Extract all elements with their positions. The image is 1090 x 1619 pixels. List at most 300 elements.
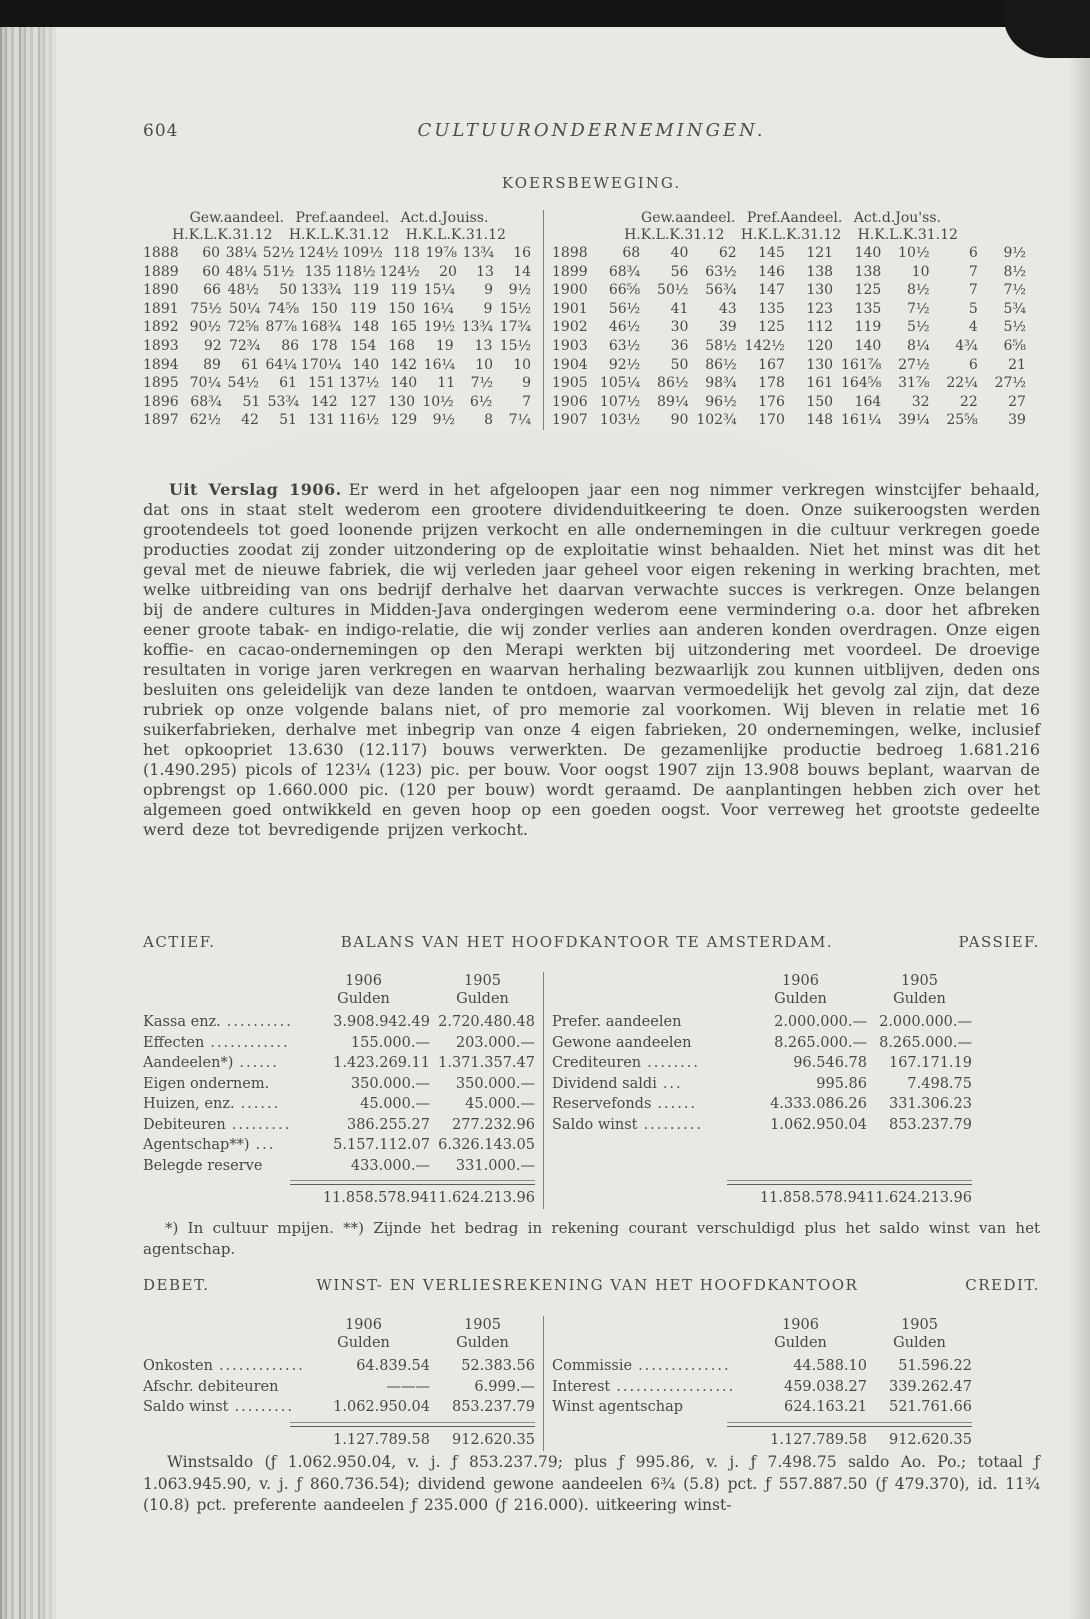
koers-cell: 121 (806, 245, 834, 261)
amount-1905: 6.326.143.05 (438, 1137, 535, 1153)
koers-table-right (552, 210, 1030, 430)
dot-leader: ...... (240, 1096, 281, 1112)
koers-cell: 124½ (379, 263, 420, 280)
koers-cell: 161⅞ (841, 356, 882, 373)
koers-cell: 62½ (189, 412, 221, 429)
balans-title: BALANS VAN HET HOOFDKANTOOR TE AMSTERDAM. (340, 933, 834, 951)
amount-1906: 386.255.27 (346, 1116, 430, 1133)
koers-cell: 42 (241, 412, 259, 429)
koers-cell: 27½ (898, 356, 930, 373)
koers-cell: 61 (241, 356, 259, 373)
koers-cell: 38¼ (225, 245, 258, 261)
total-1905: 11.624.213.96 (428, 1190, 535, 1206)
koers-cell: 165 (390, 319, 418, 336)
balance-row (552, 1377, 972, 1398)
koers-cell: 164 (854, 393, 882, 410)
koers-cell: 22¼ (946, 375, 978, 392)
currency-label: Gulden (456, 991, 509, 1007)
koers-cell: 6 (968, 356, 978, 373)
balance-row (143, 1033, 535, 1054)
total-1905: 912.620.35 (451, 1431, 535, 1448)
verslag-1906-section (143, 480, 1040, 840)
wv-debet-currency (143, 1334, 535, 1352)
row-label: Crediteuren ........ (552, 1055, 700, 1071)
koers-cell: 178 (310, 337, 338, 354)
total-1905: 11.624.213.96 (865, 1190, 972, 1206)
koers-cell: 96½ (705, 393, 737, 410)
koers-cell: 9½ (432, 412, 456, 429)
balance-row (143, 1074, 535, 1095)
wv-debet-total (143, 1430, 535, 1451)
koers-cell: 103½ (599, 412, 641, 429)
koers-cell: 167 (758, 356, 785, 373)
koers-cell: 5½ (907, 319, 930, 336)
year-column-1905: 1905 (901, 973, 938, 989)
koers-cell: 154 (349, 337, 377, 354)
balance-row (552, 1012, 972, 1033)
amount-1906: 3.908.942.49 (333, 1014, 430, 1030)
koers-cell: 53¾ (267, 393, 300, 410)
balans-passief-rows (552, 1012, 972, 1176)
dot-leader: ......... (234, 1399, 294, 1415)
koers-cell: 13 (476, 263, 494, 280)
koers-cell: 14 (513, 263, 532, 280)
total-1906: 11.858.578.94 (759, 1190, 866, 1206)
koers-cell: 50¼ (228, 300, 261, 317)
koers-cell: 142½ (744, 337, 785, 354)
amount-1905: 277.232.96 (451, 1116, 535, 1133)
koers-year: 1894 (143, 356, 179, 373)
amount-1905: 331.000.— (455, 1157, 535, 1174)
balance-row (143, 1115, 535, 1136)
koers-cell: 116½ (338, 412, 380, 429)
koers-cell: 64¼ (265, 356, 297, 373)
wv-debet-rows (143, 1356, 535, 1418)
koers-cell: 41 (670, 300, 689, 317)
koers-cell: 31⅞ (898, 375, 930, 392)
koers-left-header: Gew.aandeel. Pref.aandeel. Act.d.Jouiss. (189, 210, 489, 226)
balance-row (552, 1094, 972, 1115)
koers-cell: 72⅝ (227, 319, 259, 336)
koers-cell: 48¼ (225, 263, 258, 280)
dot-leader: .................. (616, 1378, 736, 1395)
row-label: Effecten ............ (143, 1034, 290, 1051)
koers-cell: 50 (279, 282, 297, 299)
koers-row (552, 263, 1030, 282)
balans-footnote (143, 1218, 1040, 1260)
koers-row (143, 281, 535, 300)
koers-cell: 51 (279, 412, 297, 429)
koers-year: 1905 (552, 375, 588, 392)
koers-cell: 119 (349, 300, 377, 317)
koers-cell: 62 (718, 245, 737, 261)
koers-cell: 21 (1008, 356, 1026, 373)
totals-rule (727, 1422, 972, 1427)
koers-cell: 142 (390, 356, 418, 373)
dot-leader: .......... (226, 1014, 293, 1030)
row-label: Gewone aandeelen (552, 1034, 692, 1051)
balance-row (143, 1377, 535, 1398)
currency-label: Gulden (893, 991, 946, 1007)
amount-1906: 5.157.112.07 (333, 1137, 430, 1153)
wv-debet-half (143, 1316, 535, 1451)
closing-section (143, 1452, 1040, 1517)
verslag-body: Er werd in het afgeloopen jaar een nog nimmer verkregen winstcijfer behaald, dat ons in staat stelt wederom een grootere dividenduitkeering te doen. Onze suikeroogsten werden grootendeels tot goed loonende prijzen verkocht en alle ondernemingen in die cultuur verkregen goede producties zoodat zij zonder uitzondering op de exploitatie winst behaalden. Niet het minst was dit het geval met de nieuwe fabriek, die wij verleden jaar geheel voor eigen rekening in werking brachten, met welke uitbreiding van ons bedrijf derhalve het daarvan verwachte succes is verkregen. Onze belangen bij de andere cultures in Midden-Java ondergingen wederom eene vermindering o.a. door het afbreken eener groote tabak- en indigo-relatie, die wij zonder verlies aan anderen konden overdragen. Onze eigen koffie- en cacao-ondernemingen op den Merapi werkten bij uitzondering met voordeel. De droevige resultaten in vorige jaren verkregen en waarvan herhaling bezwaarlijk zou kunnen uitblijven, deden ons besluiten ons geleidelijk van deze landen te ontdoen, waarvan vermoedelijk het gevolg zal zijn, dat deze rubriek op onze volgende balans niet, of pro memorie zal voorkomen. Wij bleven in relatie met 16 suikerfabrieken, derhalve met inbegrip van onze 4 eigen fabrieken, 20 ondernemingen, welke, inclusief het opkoopriet 13.630 (12.117) bouws verwerkten. De gezamenlijke productie bedroeg 1.681.216 (1.490.295) picols of 123¼ (123) pic. per bouw. Voor oogst 1907 zijn 13.908 bouws beplant, waarvan de opbrengst op 1.660.000 pic. (120 per bouw) wordt geraamd. De aanplantingen hebben zich over het algemeen goed ontwikkeld en geven hoop op een goeden oogst. Voor verreweg het grootste gedeelte werd deze tot bevredigende prijzen verkocht. (143, 480, 1041, 839)
scan-right-edge (1068, 0, 1090, 1619)
koers-cell: 46½ (608, 319, 641, 336)
koers-cell: 140 (854, 337, 882, 354)
koers-cell: 70¼ (189, 375, 221, 392)
koers-cell: 161 (806, 375, 834, 392)
koers-cell: 7 (968, 282, 978, 299)
row-label: Belegde reserve (143, 1157, 263, 1174)
koers-cell: 20 (439, 263, 457, 280)
koers-column-divider (543, 210, 544, 430)
koers-cell: 58½ (705, 337, 737, 354)
koers-cell: 22 (959, 393, 978, 410)
amount-1906: 1.423.269.11 (333, 1055, 430, 1071)
koers-cell: 39 (1008, 412, 1026, 429)
balance-row (552, 1053, 972, 1074)
scan-binding-fade (0, 0, 90, 1619)
koers-cell: 27 (1008, 393, 1026, 410)
koers-cell: 119 (390, 282, 418, 299)
verslag-lead: Uit Verslag 1906. (169, 480, 342, 499)
koers-row (552, 374, 1030, 393)
koers-left-subheader: H.K.L.K.31.12 H.K.L.K.31.12 H.K.L.K.31.12 (172, 227, 506, 243)
koers-cell: 32 (911, 393, 930, 410)
koers-cell: 129 (390, 412, 418, 429)
koers-year: 1898 (552, 245, 588, 261)
koers-cell: 9½ (508, 282, 532, 299)
koers-cell: 4¾ (955, 337, 978, 354)
koers-cell: 176 (758, 393, 785, 410)
koers-cell: 150 (310, 300, 338, 317)
koers-cell: 148 (352, 319, 380, 336)
wv-credit-half (552, 1316, 972, 1451)
balans-actief-years (143, 972, 535, 990)
koers-cell: 39 (718, 319, 737, 336)
koers-cell: 68¾ (190, 393, 222, 410)
koers-cell: 4 (968, 319, 978, 336)
amount-1906: 433.000.— (350, 1157, 430, 1174)
koers-cell: 123 (806, 300, 834, 317)
year-column-1906: 1906 (345, 1317, 382, 1333)
koers-cell: 50 (670, 356, 689, 373)
row-label: Dividend saldi ... (552, 1075, 683, 1092)
row-label: Saldo winst ......... (552, 1116, 703, 1133)
koers-cell: 8 (484, 412, 494, 429)
koers-cell: 90 (670, 412, 689, 429)
koers-cell: 61 (279, 375, 297, 392)
footnote-text: *) In cultuur mpijen. **) Zijnde het bedrag in rekening courant verschuldigd plus het saldo winst van het agentschap. (143, 1219, 1040, 1258)
balance-row (552, 1033, 972, 1054)
verslag-paragraph (143, 480, 1040, 840)
year-column-1906: 1906 (782, 973, 819, 989)
year-column-1906: 1906 (345, 973, 382, 989)
total-1906: 1.127.789.58 (770, 1431, 867, 1448)
koers-cell: 131 (308, 412, 335, 429)
koers-cell: 5 (968, 300, 978, 317)
koers-year: 1892 (143, 319, 179, 336)
koers-cell: 135 (854, 300, 882, 317)
koers-cell: 7½ (907, 300, 930, 317)
koers-cell: 92 (203, 337, 222, 354)
wv-debet-years (143, 1316, 535, 1334)
koers-cell: 10 (475, 356, 494, 373)
koers-row (552, 356, 1030, 375)
dot-leader: ...... (657, 1096, 698, 1112)
koers-cell: 27½ (994, 375, 1026, 392)
balans-passief-years (552, 972, 972, 990)
koers-cell: 161¼ (841, 412, 882, 429)
amount-1906: 44.588.10 (793, 1358, 867, 1374)
koers-cell: 89¼ (657, 393, 689, 410)
koers-cell: 19⅞ (425, 245, 457, 261)
koers-section-title: KOERSBEWEGING. (501, 174, 682, 192)
year-column-1905: 1905 (464, 1317, 501, 1333)
amount-1905: 203.000.— (455, 1034, 535, 1051)
amount-1906: 45.000.— (360, 1096, 430, 1112)
koers-cell: 140 (390, 375, 418, 392)
balance-row (143, 1012, 535, 1033)
koers-cell: 9½ (1003, 245, 1026, 261)
koers-year: 1893 (143, 337, 179, 354)
koers-cell: 16¼ (423, 356, 456, 373)
balans-actief-total (143, 1188, 535, 1209)
amount-1906: 96.546.78 (793, 1055, 867, 1071)
koers-cell: 60 (202, 263, 221, 280)
koers-cell: 9 (483, 300, 493, 317)
koers-table (143, 210, 1040, 430)
koers-year: 1890 (143, 282, 179, 299)
balance-row (143, 1053, 535, 1074)
koers-year: 1895 (143, 375, 179, 392)
balance-row (143, 1156, 535, 1177)
amount-1906: 459.038.27 (783, 1378, 867, 1395)
amount-1905: 339.262.47 (888, 1378, 972, 1395)
koers-cell: 6 (968, 245, 978, 261)
row-label: Prefer. aandeelen (552, 1014, 682, 1030)
amount-1905: 167.171.19 (888, 1055, 972, 1071)
amount-1905: 6.999.— (474, 1378, 535, 1395)
koers-cell: 15¼ (423, 282, 456, 299)
koers-year: 1903 (552, 337, 588, 354)
koers-cell: 56½ (608, 300, 641, 317)
koers-cell: 10 (911, 263, 930, 280)
amount-1906: 64.839.54 (356, 1358, 430, 1374)
amount-1905: 350.000.— (455, 1075, 535, 1092)
koers-cell: 86 (281, 337, 300, 354)
koers-cell: 51 (242, 393, 261, 410)
koers-row (143, 300, 535, 319)
row-label: Saldo winst ......... (143, 1399, 294, 1415)
koers-row (552, 281, 1030, 300)
koers-cell: 8½ (907, 282, 930, 299)
currency-label: Gulden (337, 1335, 390, 1351)
koers-cell: 30 (670, 319, 689, 336)
year-column-1905: 1905 (901, 1317, 938, 1333)
koers-cell: 164⅝ (841, 375, 882, 392)
koers-cell: 130 (806, 356, 834, 373)
koers-cell: 118 (393, 245, 420, 261)
amount-1905: 8.265.000.— (879, 1034, 972, 1051)
koers-row (143, 263, 535, 282)
koers-cell: 7¼ (508, 412, 532, 429)
balance-row (552, 1356, 972, 1377)
amount-1906: 2.000.000.— (774, 1014, 867, 1030)
koers-cell: 15½ (499, 337, 532, 354)
closing-paragraph: Winstsaldo (ƒ 1.062.950.04, v. j. ƒ 853.237.79; plus ƒ 995.86, v. j. ƒ 7.498.75 saldo Ao. Po.; totaal ƒ 1.063.945.90, v. j. ƒ 860.736.54); dividend gewone aandeelen 6¾ (5.8) pct. ƒ 557.887.50 (ƒ 479.370), id. 11¾ (10.8) pct. preferente aandeelen ƒ 235.000 (ƒ 216.000). uitkeering winst- (143, 1453, 1040, 1514)
totals-rule (290, 1422, 535, 1427)
koers-cell: 10 (513, 356, 532, 373)
koers-cell: 9 (522, 375, 532, 392)
koers-cell: 5¾ (1003, 300, 1026, 317)
currency-label: Gulden (337, 991, 390, 1007)
koers-year: 1902 (552, 319, 588, 336)
row-label: Interest .................. (552, 1378, 736, 1395)
koers-cell: 43 (718, 300, 737, 317)
dot-leader: ........ (647, 1055, 700, 1071)
koers-row (143, 356, 535, 375)
koers-cell: 140 (352, 356, 380, 373)
koers-right-rows (552, 244, 1030, 430)
koers-cell: 7½ (470, 375, 494, 392)
koers-cell: 170 (758, 412, 785, 429)
balans-passief-half (552, 972, 972, 1209)
wv-column-divider (543, 1316, 544, 1451)
row-label: Onkosten ............. (143, 1358, 305, 1374)
koers-cell: 105¼ (599, 375, 641, 392)
amount-1905: 51.596.22 (898, 1358, 972, 1374)
koers-row (552, 337, 1030, 356)
totals-rule (727, 1180, 972, 1185)
amount-1905: 853.237.79 (888, 1116, 972, 1133)
wv-credit-currency (552, 1334, 972, 1352)
row-label: Debiteuren ......... (143, 1116, 292, 1133)
wv-title: WINST- EN VERLIESREKENING VAN HET HOOFDKANTOOR (316, 1276, 859, 1294)
koers-row (143, 337, 535, 356)
page-header (143, 120, 1040, 141)
koers-cell: 68 (622, 245, 641, 261)
amount-1905: 45.000.— (465, 1096, 535, 1112)
koers-cell: 130 (806, 282, 834, 299)
amount-1905: 52.383.56 (461, 1358, 535, 1374)
amount-1905: 331.306.23 (888, 1096, 972, 1112)
balans-passief-total (552, 1188, 972, 1209)
koers-cell: 133¾ (300, 282, 342, 299)
currency-label: Gulden (893, 1335, 946, 1351)
koers-row (143, 374, 535, 393)
koers-cell: 112 (806, 319, 834, 336)
amount-1905: 7.498.75 (907, 1075, 972, 1092)
dot-leader: ............ (210, 1034, 290, 1051)
koers-cell: 150 (806, 393, 834, 410)
koers-right-subheader: H.K.L.K.31.12 H.K.L.K.31.12 H.K.L.K.31.12 (624, 227, 958, 243)
balans-heading (143, 933, 1040, 951)
page-number: 604 (143, 121, 179, 141)
amount-1905: 2.720.480.48 (438, 1014, 535, 1030)
wv-credit-total (552, 1430, 972, 1451)
koers-cell: 146 (758, 263, 785, 280)
koers-cell: 145 (758, 245, 785, 261)
koers-cell: 168 (388, 337, 416, 354)
koers-cell: 137½ (338, 375, 380, 392)
koers-cell: 125 (854, 282, 882, 299)
amount-1906: 155.000.— (350, 1034, 430, 1051)
koers-cell: 6½ (469, 393, 493, 410)
debet-label: DEBET. (143, 1276, 210, 1294)
koers-cell: 40 (670, 245, 689, 261)
koers-table-left (143, 210, 535, 430)
total-1906: 1.127.789.58 (333, 1431, 430, 1448)
koers-cell: 7½ (1003, 282, 1026, 299)
koers-cell: 19½ (423, 319, 456, 336)
koers-cell: 13¾ (461, 319, 494, 336)
koers-row (552, 244, 1030, 263)
amount-1905: 853.237.79 (451, 1399, 535, 1415)
dot-leader: ......... (643, 1116, 703, 1133)
koers-cell: 151 (308, 375, 335, 392)
koers-cell: 119 (352, 282, 380, 299)
koers-cell: 13 (474, 337, 493, 354)
amount-1906: 4.333.086.26 (770, 1096, 867, 1112)
koers-cell: 120 (806, 337, 834, 354)
koers-cell: 109½ (342, 245, 383, 261)
wv-heading (143, 1276, 1040, 1294)
koers-cell: 135 (304, 263, 332, 280)
wv-credit-rows (552, 1356, 972, 1418)
koers-cell: 16¼ (422, 300, 454, 317)
koers-cell: 50½ (657, 282, 689, 299)
balans-table (143, 972, 1040, 1209)
koers-cell: 119 (854, 319, 882, 336)
koers-cell: 168¾ (300, 319, 342, 336)
koers-cell: 89 (203, 356, 221, 373)
row-label: Huizen, enz. ...... (143, 1096, 281, 1112)
dot-leader: ... (662, 1075, 683, 1092)
koers-cell: 63½ (705, 263, 737, 280)
passief-label: PASSIEF. (958, 933, 1040, 951)
koers-row (552, 318, 1030, 337)
koers-row (143, 393, 535, 412)
scan-top-corner (1004, 0, 1090, 58)
koers-cell: 98¾ (705, 375, 737, 392)
koers-cell: 138 (854, 263, 882, 280)
koers-cell: 118½ (335, 263, 376, 280)
koers-cell: 51½ (262, 263, 295, 280)
koers-cell: 135 (758, 300, 785, 317)
year-column-1906: 1906 (782, 1317, 819, 1333)
koers-cell: 68¾ (608, 263, 641, 280)
koers-cell: 15½ (499, 300, 532, 317)
koers-cell: 17¾ (499, 319, 532, 336)
koers-cell: 92½ (608, 356, 641, 373)
koers-cell: 63½ (608, 337, 641, 354)
currency-label: Gulden (456, 1335, 509, 1351)
koers-cell: 86½ (705, 356, 737, 373)
koers-year: 1904 (552, 356, 588, 373)
row-label: Eigen ondernem. (143, 1075, 270, 1092)
koers-cell: 36 (670, 337, 689, 354)
currency-label: Gulden (774, 991, 827, 1007)
koers-row (143, 244, 535, 263)
koers-cell: 142 (310, 393, 338, 410)
koers-cell: 54½ (227, 375, 259, 392)
koers-cell: 16 (513, 245, 532, 261)
dot-leader: ............. (218, 1358, 305, 1374)
koers-cell: 125 (758, 319, 785, 336)
